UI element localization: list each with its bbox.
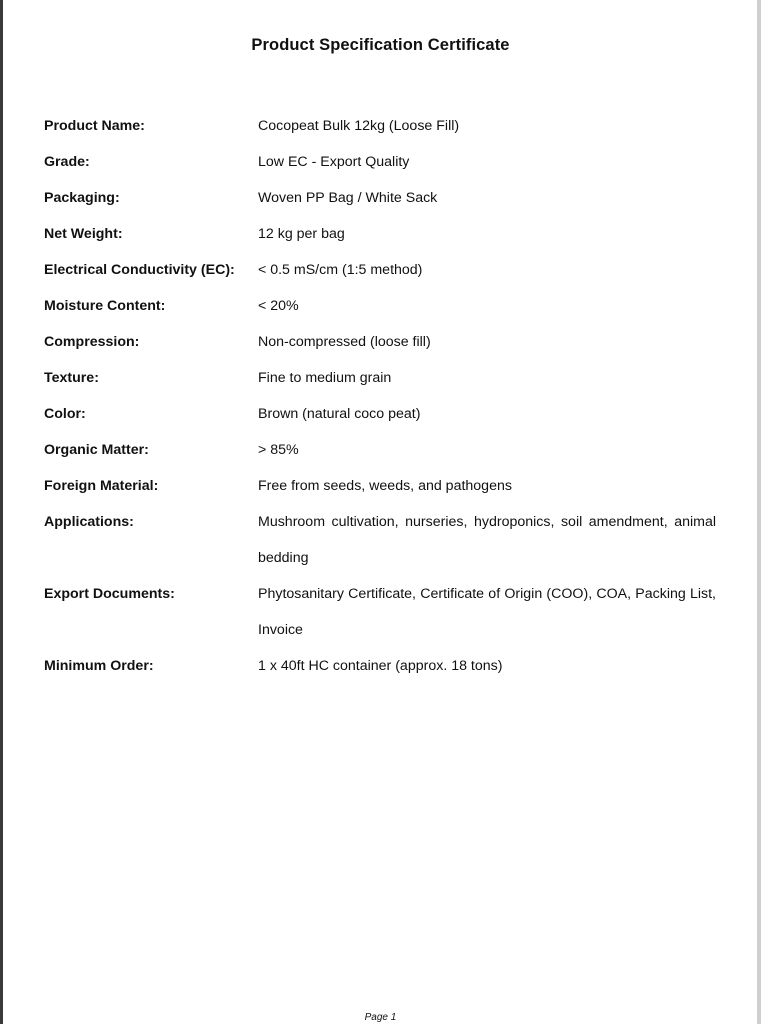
spec-row-applications <box>44 504 716 576</box>
spec-row-packaging <box>44 180 716 216</box>
spec-label: Organic Matter: <box>44 442 149 458</box>
spec-value: Brown (natural coco peat) <box>258 406 421 422</box>
spec-value: < 0.5 mS/cm (1:5 method) <box>258 262 423 278</box>
spec-value: Cocopeat Bulk 12kg (Loose Fill) <box>258 118 460 134</box>
spec-row-moisture-content <box>44 288 716 324</box>
page-edge-left <box>0 0 3 1024</box>
spec-value: Mushroom cultivation, nurseries, hydroponics, soil amendment, animal bedding <box>258 514 716 566</box>
spec-value: Fine to medium grain <box>258 370 392 386</box>
spec-value: Woven PP Bag / White Sack <box>258 190 438 206</box>
spec-value: Phytosanitary Certificate, Certificate of Origin (COO), COA, Packing List, Invoice <box>258 586 716 638</box>
spec-row-texture <box>44 360 716 396</box>
spec-value: < 20% <box>258 298 299 314</box>
spec-value: Non-compressed (loose fill) <box>258 334 431 350</box>
spec-label: Foreign Material: <box>44 478 159 494</box>
spec-value: > 85% <box>258 442 299 458</box>
spec-label: Grade: <box>44 154 90 170</box>
spec-label: Moisture Content: <box>44 298 166 314</box>
page-number: Page 1 <box>364 1012 397 1023</box>
spec-row-color <box>44 396 716 432</box>
spec-row-grade <box>44 144 716 180</box>
spec-value: Free from seeds, weeds, and pathogens <box>258 478 512 494</box>
spec-row-net-weight <box>44 216 716 252</box>
spec-label: Texture: <box>44 370 99 386</box>
specification-list <box>44 108 716 684</box>
spec-label: Product Name: <box>44 118 145 134</box>
spec-value: 1 x 40ft HC container (approx. 18 tons) <box>258 658 503 674</box>
page-edge-right <box>757 0 761 1024</box>
spec-label: Applications: <box>44 514 134 530</box>
spec-value: 12 kg per bag <box>258 226 345 242</box>
spec-label: Net Weight: <box>44 226 123 242</box>
spec-label: Minimum Order: <box>44 658 154 674</box>
spec-label: Export Documents: <box>44 586 175 602</box>
spec-value: Low EC - Export Quality <box>258 154 410 170</box>
spec-row-minimum-order <box>44 648 716 684</box>
spec-row-organic-matter <box>44 432 716 468</box>
spec-row-electrical-conductivity <box>44 252 716 288</box>
spec-label: Packaging: <box>44 190 120 206</box>
spec-row-product-name <box>44 108 716 144</box>
spec-row-export-documents <box>44 576 716 648</box>
page-title: Product Specification Certificate <box>251 36 510 54</box>
spec-label: Compression: <box>44 334 140 350</box>
spec-label: Color: <box>44 406 86 422</box>
spec-row-compression <box>44 324 716 360</box>
spec-label: Electrical Conductivity (EC): <box>44 262 235 278</box>
spec-row-foreign-material <box>44 468 716 504</box>
